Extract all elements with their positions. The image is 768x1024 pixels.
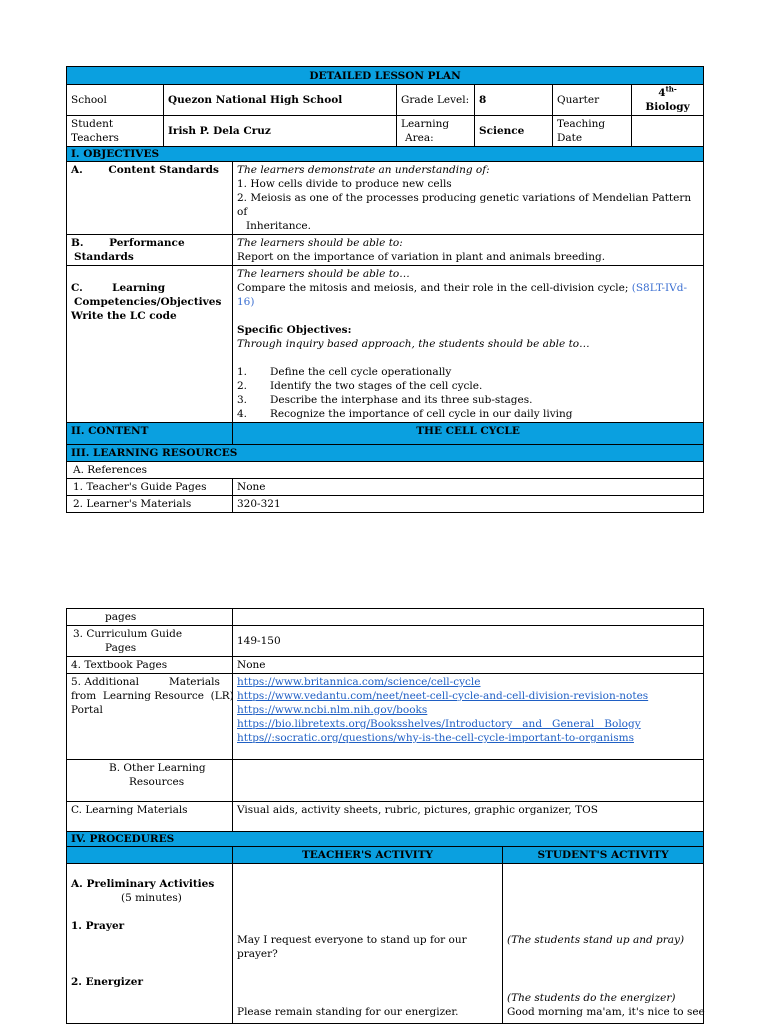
additional-materials-links <box>233 674 704 760</box>
specific-objectives-heading: Specific Objectives: <box>237 324 352 336</box>
teacher-activity-cell <box>233 864 503 1024</box>
learning-materials-value: Visual aids, activity sheets, rubric, pictures, graphic organizer, TOS <box>233 802 704 832</box>
learning-resources-heading: III. LEARNING RESOURCES <box>67 445 704 462</box>
reference-link[interactable]: https//:socratic.org/questions/why-is-the-cell-cycle-important-to-organisms <box>237 732 634 744</box>
reference-link[interactable]: https://www.vedantu.com/neet/neet-cell-cycle-and-cell-division-revision-notes <box>237 690 649 702</box>
learning-materials-label: C. Learning Materials <box>67 802 233 832</box>
content-standards-text: The learners demonstrate an understanding of: 1. How cells divide to produce new cells 2. Meiosis as one of the processes producing genetic variations of Mendelian Pattern of Inheritance. <box>233 162 704 235</box>
objectives-heading: I. OBJECTIVES <box>67 147 704 162</box>
learning-area-value: Science <box>475 116 553 147</box>
content-standards-label: A. Content Standards <box>67 162 233 235</box>
energizer-label: 2. Energizer <box>71 976 143 988</box>
competencies-label: C. Learning Competencies/Objectives Write the LC code <box>67 266 233 423</box>
prayer-label: 1. Prayer <box>71 920 125 932</box>
list-item: 4. Recognize the importance of cell cycle in our daily living <box>237 408 573 420</box>
quarter-suffix: th- <box>665 84 677 94</box>
performance-standards-text: The learners should be able to: Report on the importance of variation in plant and animals breeding. <box>233 235 704 266</box>
procedures-heading: IV. PROCEDURES <box>67 832 704 847</box>
textbook-label: 4. Textbook Pages <box>67 657 233 674</box>
prayer-student-text: (The students stand up and pray) <box>507 934 685 946</box>
quarter-value <box>632 85 704 116</box>
energizer-teacher-text: Please remain standing for our energizer. <box>237 1006 459 1018</box>
reference-link[interactable]: https://www.ncbi.nlm.nih.gov/books <box>237 704 428 716</box>
teachers-guide-label: 1. Teacher's Guide Pages <box>67 479 233 496</box>
textbook-value: None <box>233 657 704 674</box>
references-label: A. References <box>67 462 704 479</box>
teachers-guide-value: None <box>233 479 704 496</box>
procedures-blank-header <box>67 847 233 864</box>
reference-link[interactable]: https://www.britannica.com/science/cell-cycle <box>237 676 481 688</box>
lesson-plan-table-bottom <box>66 608 704 1024</box>
student-teachers-label: Student Teachers <box>67 116 164 147</box>
school-label: School <box>67 85 164 116</box>
quarter-label: Quarter <box>553 85 632 116</box>
performance-standards-label: B. Performance Standards <box>67 235 233 266</box>
quarter-subject: Biology <box>645 101 690 113</box>
grade-level-label: Grade Level: <box>397 85 475 116</box>
teacher-activity-header: TEACHER'S ACTIVITY <box>233 847 503 864</box>
list-item: 3. Describe the interphase and its three sub-stages. <box>237 394 533 406</box>
grade-level-value: 8 <box>475 85 553 116</box>
quarter-number: 4 <box>658 87 666 99</box>
competencies-text: The learners should be able to… Compare the mitosis and meiosis, and their role in the cell-division cycle; (S8LT-IVd-16) Specific Objectives: Through inquiry based approach, the students should be able to… 1. Define the cell cycle operationally 2. Identify the two stages of the cell cycle. 3. Describe the interphase and its three sub-stages. 4. Recognize the importance of cell cycle in our daily living <box>233 266 704 423</box>
reference-link[interactable]: https://bio.libretexts.org/Booksshelves/Introductory and General Bology <box>237 718 641 730</box>
curriculum-guide-value: 149-150 <box>233 626 704 657</box>
document-title: DETAILED LESSON PLAN <box>67 67 704 85</box>
prayer-teacher-text: May I request everyone to stand up for our prayer? <box>237 934 467 960</box>
list-item: 2. Identify the two stages of the cell cycle. <box>237 380 483 392</box>
other-resources-value <box>233 760 704 802</box>
energizer-student-text: (The students do the energizer) <box>507 992 676 1004</box>
additional-materials-label: 5. Additional Materials from Learning Resource (LR) Portal <box>67 674 233 760</box>
content-value: THE CELL CYCLE <box>233 423 704 445</box>
teaching-date-value <box>632 116 704 147</box>
lesson-plan-table-top <box>66 66 704 513</box>
student-teachers-value: Irish P. Dela Cruz <box>164 116 397 147</box>
learners-materials-value: 320-321 <box>233 496 704 513</box>
learning-area-label: Learning Area: <box>397 116 475 147</box>
learners-materials-label: 2. Learner's Materials <box>67 496 233 513</box>
other-resources-label: B. Other Learning Resources <box>67 760 233 802</box>
pages-continued-value <box>233 609 704 626</box>
procedure-steps: A. Preliminary Activities (5 minutes) 1. Prayer 2. Energizer <box>67 864 233 1024</box>
list-item: 1. Define the cell cycle operationally <box>237 366 452 378</box>
lc-code: (S8LT-IVd-16) <box>237 282 688 308</box>
student-activity-header: STUDENT'S ACTIVITY <box>503 847 704 864</box>
student-activity-cell <box>503 864 704 1024</box>
teaching-date-label: Teaching Date <box>553 116 632 147</box>
pages-continued-label: pages <box>67 609 233 626</box>
energizer-student-greeting: Good morning ma'am, it's nice to see <box>507 1006 705 1018</box>
school-value: Quezon National High School <box>164 85 397 116</box>
lesson-plan-top <box>66 66 703 513</box>
lesson-plan-bottom <box>66 608 703 1024</box>
curriculum-guide-label: 3. Curriculum Guide Pages <box>67 626 233 657</box>
content-heading: II. CONTENT <box>67 423 233 445</box>
